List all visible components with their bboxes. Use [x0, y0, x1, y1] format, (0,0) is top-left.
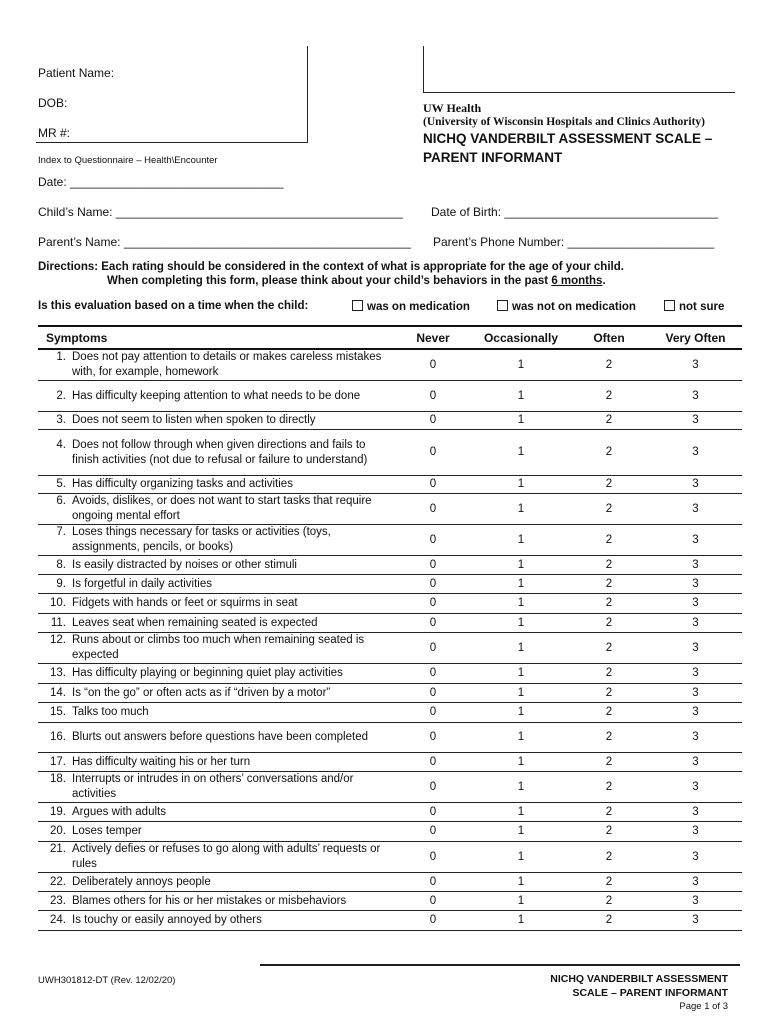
score-occasionally[interactable]: 1	[473, 349, 569, 381]
score-never[interactable]: 0	[393, 803, 473, 822]
index-text: Index to Questionnaire – Health\Encounter	[38, 155, 218, 166]
footer-rule	[260, 964, 740, 966]
directions-line2-end: .	[602, 275, 606, 287]
score-often[interactable]: 2	[569, 575, 649, 594]
score-very-often[interactable]: 3	[649, 575, 742, 594]
score-very-often[interactable]: 3	[649, 803, 742, 822]
score-very-often[interactable]: 3	[649, 594, 742, 614]
score-occasionally[interactable]: 1	[473, 664, 569, 684]
symptom-wrap	[38, 894, 393, 909]
table-row	[38, 892, 742, 911]
symptom-cell	[38, 412, 393, 430]
score-never[interactable]: 0	[393, 664, 473, 684]
score-often[interactable]: 2	[569, 911, 649, 931]
symptom-number: 20.	[50, 825, 66, 837]
symptom-wrap	[38, 525, 393, 555]
table-row	[38, 664, 742, 684]
symptom-number: 10.	[50, 597, 66, 609]
symptom-wrap	[38, 413, 393, 428]
table-row	[38, 525, 742, 556]
score-occasionally[interactable]: 1	[473, 494, 569, 525]
symptom-cell	[38, 349, 393, 381]
symptom-cell	[38, 525, 393, 556]
symptom-text: Talks too much	[72, 706, 149, 718]
form-title-line2: PARENT INFORMANT	[423, 150, 563, 165]
score-occasionally[interactable]: 1	[473, 381, 569, 412]
checkbox-icon[interactable]	[352, 300, 363, 311]
symptom-number: 6.	[56, 495, 66, 507]
symptom-text: Loses temper	[72, 825, 142, 837]
symptom-number: 16.	[50, 731, 66, 743]
score-often[interactable]: 2	[569, 349, 649, 381]
score-often[interactable]: 2	[569, 684, 649, 703]
symptom-cell	[38, 723, 393, 753]
symptom-number: 23.	[50, 894, 66, 907]
symptom-text: Fidgets with hands or feet or squirms in seat	[72, 597, 298, 609]
symptom-number: 2.	[56, 389, 66, 402]
symptom-text: Does not follow through when given directions and fails to finish activities (not due to refusal or failure to understand)	[72, 438, 368, 466]
score-very-often[interactable]: 3	[649, 753, 742, 772]
score-never[interactable]: 0	[393, 412, 473, 430]
directions-emphasis: 6 months	[551, 275, 603, 287]
table-row	[38, 575, 742, 594]
date-field[interactable]: Date: ________________________________	[38, 175, 284, 189]
org-full-name: (University of Wisconsin Hospitals and Clinics Authority)	[423, 116, 706, 128]
score-never[interactable]: 0	[393, 723, 473, 753]
evaluation-question: Is this evaluation based on a time when the child:	[38, 300, 309, 312]
score-very-often[interactable]: 3	[649, 723, 742, 753]
footer-title-line2: SCALE – PARENT INFORMANT	[572, 987, 728, 999]
symptom-text: Does not seem to listen when spoken to directly	[72, 414, 316, 426]
table-header-row	[38, 326, 742, 349]
score-often[interactable]: 2	[569, 723, 649, 753]
table-row	[38, 803, 742, 822]
table-row	[38, 723, 742, 753]
symptom-wrap	[38, 875, 393, 890]
score-very-often[interactable]: 3	[649, 525, 742, 556]
symptom-wrap	[38, 772, 393, 802]
symptom-cell	[38, 494, 393, 525]
symptom-cell	[38, 476, 393, 494]
symptom-number: 1.	[56, 351, 66, 363]
symptom-wrap	[38, 730, 393, 745]
score-very-often[interactable]: 3	[649, 772, 742, 803]
score-often[interactable]: 2	[569, 525, 649, 556]
symptom-number: 11.	[50, 616, 66, 629]
table-row	[38, 703, 742, 723]
score-never[interactable]: 0	[393, 614, 473, 633]
score-occasionally[interactable]: 1	[473, 753, 569, 772]
score-very-often[interactable]: 3	[649, 430, 742, 476]
score-occasionally[interactable]: 1	[473, 556, 569, 575]
score-very-often[interactable]: 3	[649, 822, 742, 842]
symptom-wrap	[38, 558, 393, 573]
checkbox-icon[interactable]	[664, 300, 675, 311]
score-never[interactable]: 0	[393, 703, 473, 723]
score-never[interactable]: 0	[393, 556, 473, 575]
label-box-right-border	[307, 46, 308, 143]
symptom-wrap	[38, 596, 393, 611]
symptom-number: 22.	[50, 875, 66, 888]
symptom-number: 12.	[50, 634, 66, 646]
score-occasionally[interactable]: 1	[473, 822, 569, 842]
symptom-wrap	[38, 755, 393, 770]
score-occasionally[interactable]: 1	[473, 723, 569, 753]
option-not-sure[interactable]	[664, 300, 724, 313]
symptom-wrap	[38, 805, 393, 820]
symptom-wrap	[38, 389, 393, 404]
symptom-text: Does not pay attention to details or makes careless mistakes with, for example, homework	[72, 351, 382, 378]
score-very-often[interactable]: 3	[649, 476, 742, 494]
score-occasionally[interactable]: 1	[473, 614, 569, 633]
score-often[interactable]: 2	[569, 842, 649, 873]
score-occasionally[interactable]: 1	[473, 594, 569, 614]
score-often[interactable]: 2	[569, 412, 649, 430]
directions-line2-text: When completing this form, please think about your child’s behaviors in the past	[107, 275, 552, 287]
score-never[interactable]: 0	[393, 822, 473, 842]
score-often[interactable]: 2	[569, 664, 649, 684]
symptom-wrap	[38, 913, 393, 928]
score-occasionally[interactable]: 1	[473, 684, 569, 703]
symptom-text: Has difficulty playing or beginning quiet play activities	[72, 667, 343, 679]
score-often[interactable]: 2	[569, 556, 649, 575]
symptom-cell	[38, 842, 393, 873]
score-often[interactable]: 2	[569, 476, 649, 494]
symptom-number: 24.	[50, 914, 66, 926]
symptom-text: Leaves seat when remaining seated is expected	[72, 616, 318, 629]
score-occasionally[interactable]: 1	[473, 803, 569, 822]
option-label: was not on medication	[512, 301, 636, 313]
org-box-bottom-border	[423, 92, 735, 93]
score-often[interactable]: 2	[569, 873, 649, 892]
header-very-often: Very Often	[649, 326, 742, 349]
score-often[interactable]: 2	[569, 430, 649, 476]
symptom-text: Is easily distracted by noises or other stimuli	[72, 558, 297, 571]
parent-name-field[interactable]: Parent’s Name: ___________________________________________	[38, 235, 411, 249]
score-never[interactable]: 0	[393, 594, 473, 614]
score-never[interactable]: 0	[393, 892, 473, 911]
symptom-cell	[38, 664, 393, 684]
score-occasionally[interactable]: 1	[473, 703, 569, 723]
symptom-wrap	[38, 686, 393, 701]
score-occasionally[interactable]: 1	[473, 525, 569, 556]
score-often[interactable]: 2	[569, 772, 649, 803]
symptom-cell	[38, 822, 393, 842]
score-often[interactable]: 2	[569, 633, 649, 664]
symptom-text: Deliberately annoys people	[72, 875, 211, 888]
label-box-bottom-border	[36, 142, 308, 143]
symptom-cell	[38, 430, 393, 476]
score-never[interactable]: 0	[393, 753, 473, 772]
table-row	[38, 822, 742, 842]
header-occasionally: Occasionally	[473, 326, 569, 349]
symptom-table	[38, 325, 742, 931]
symptom-wrap	[38, 350, 393, 380]
org-box-left-border	[423, 46, 424, 93]
score-never[interactable]: 0	[393, 430, 473, 476]
score-very-often[interactable]: 3	[649, 703, 742, 723]
directions-line2	[107, 275, 606, 287]
score-never[interactable]: 0	[393, 575, 473, 594]
score-never[interactable]: 0	[393, 633, 473, 664]
parent-phone-field[interactable]: Parent’s Phone Number: ______________________	[433, 235, 715, 249]
score-never[interactable]: 0	[393, 349, 473, 381]
table-row	[38, 873, 742, 892]
symptom-number: 13.	[50, 667, 66, 679]
table-row	[38, 772, 742, 803]
option-on-medication[interactable]	[352, 300, 470, 313]
symptom-wrap	[38, 666, 393, 681]
header-never: Never	[393, 326, 473, 349]
symptom-text: Has difficulty waiting his or her turn	[72, 755, 251, 768]
mr-label: MR #:	[38, 126, 71, 140]
symptom-text: Has difficulty keeping attention to what needs to be done	[72, 389, 361, 402]
score-very-often[interactable]: 3	[649, 494, 742, 525]
score-occasionally[interactable]: 1	[473, 873, 569, 892]
score-occasionally[interactable]: 1	[473, 842, 569, 873]
symptom-number: 7.	[56, 526, 66, 538]
score-very-often[interactable]: 3	[649, 842, 742, 873]
dob-label: DOB:	[38, 96, 68, 110]
symptom-number: 14.	[50, 686, 66, 699]
symptom-wrap	[38, 616, 393, 631]
score-never[interactable]: 0	[393, 911, 473, 931]
score-very-often[interactable]: 3	[649, 911, 742, 931]
symptom-cell	[38, 892, 393, 911]
table-row	[38, 349, 742, 381]
symptom-text: Interrupts or intrudes in on others’ conversations and/or activities	[72, 773, 354, 800]
table-row	[38, 381, 742, 412]
symptom-cell	[38, 911, 393, 931]
score-often[interactable]: 2	[569, 892, 649, 911]
symptom-text: Blames others for his or her mistakes or misbehaviors	[72, 894, 347, 907]
page-number: Page 1 of 3	[679, 1001, 728, 1012]
symptom-text: Runs about or climbs too much when remaining seated is expected	[72, 634, 365, 661]
symptom-text: Has difficulty organizing tasks and activities	[72, 478, 293, 490]
symptom-wrap	[38, 633, 393, 663]
symptom-text: Is forgetful in daily activities	[72, 577, 212, 590]
symptom-cell	[38, 684, 393, 703]
symptom-number: 21.	[50, 843, 66, 855]
score-very-often[interactable]: 3	[649, 614, 742, 633]
score-very-often[interactable]: 3	[649, 381, 742, 412]
symptom-cell	[38, 575, 393, 594]
score-never[interactable]: 0	[393, 684, 473, 703]
directions-line1: Directions: Each rating should be considered in the context of what is appropriate for the age of your child.	[38, 261, 624, 273]
score-very-often[interactable]: 3	[649, 664, 742, 684]
table-row	[38, 430, 742, 476]
symptom-cell	[38, 873, 393, 892]
symptom-number: 18.	[50, 773, 66, 785]
table-row	[38, 753, 742, 772]
symptom-number: 4.	[56, 438, 66, 451]
symptom-cell	[38, 703, 393, 723]
score-never[interactable]: 0	[393, 381, 473, 412]
table-row	[38, 842, 742, 873]
date-of-birth-field[interactable]: Date of Birth: ________________________________	[431, 205, 718, 219]
symptom-wrap	[38, 494, 393, 524]
symptom-wrap	[38, 577, 393, 592]
org-name: UW Health	[423, 101, 482, 115]
score-occasionally[interactable]: 1	[473, 633, 569, 664]
child-name-field[interactable]: Child’s Name: ___________________________________________	[38, 205, 403, 219]
score-often[interactable]: 2	[569, 703, 649, 723]
symptom-cell	[38, 594, 393, 614]
symptom-text: Is “on the go” or often acts as if “driven by a motor”	[72, 686, 331, 699]
score-very-often[interactable]: 3	[649, 684, 742, 703]
table-row	[38, 476, 742, 494]
score-occasionally[interactable]: 1	[473, 430, 569, 476]
symptom-text: Argues with adults	[72, 805, 166, 818]
symptom-number: 9.	[56, 577, 66, 590]
score-very-often[interactable]: 3	[649, 556, 742, 575]
symptom-number: 19.	[50, 805, 66, 818]
score-never[interactable]: 0	[393, 842, 473, 873]
symptom-wrap	[38, 438, 393, 468]
form-code: UWH301812-DT (Rev. 12/02/20)	[38, 975, 176, 986]
symptom-cell	[38, 753, 393, 772]
symptom-wrap	[38, 477, 393, 492]
form-title-line1: NICHQ VANDERBILT ASSESSMENT SCALE –	[423, 131, 713, 146]
score-often[interactable]: 2	[569, 803, 649, 822]
score-never[interactable]: 0	[393, 772, 473, 803]
score-often[interactable]: 2	[569, 381, 649, 412]
score-very-often[interactable]: 3	[649, 412, 742, 430]
symptom-cell	[38, 633, 393, 664]
score-occasionally[interactable]: 1	[473, 412, 569, 430]
symptom-text: Is touchy or easily annoyed by others	[72, 914, 262, 926]
symptom-text: Loses things necessary for tasks or activities (toys, assignments, pencils, or books)	[72, 526, 331, 553]
symptom-wrap	[38, 824, 393, 839]
symptom-cell	[38, 556, 393, 575]
score-never[interactable]: 0	[393, 873, 473, 892]
option-label: not sure	[679, 301, 725, 313]
option-not-on-medication[interactable]	[497, 300, 636, 313]
symptom-wrap	[38, 842, 393, 872]
symptom-text: Avoids, dislikes, or does not want to start tasks that require ongoing mental effort	[72, 495, 372, 522]
score-occasionally[interactable]: 1	[473, 911, 569, 931]
symptom-number: 8.	[56, 558, 66, 571]
symptom-wrap	[38, 705, 393, 720]
option-label: was on medication	[367, 301, 470, 313]
table-row	[38, 556, 742, 575]
symptom-text: Blurts out answers before questions have been completed	[72, 731, 368, 743]
table-row	[38, 911, 742, 931]
symptom-text: Actively defies or refuses to go along with adults’ requests or rules	[72, 843, 381, 870]
score-never[interactable]: 0	[393, 494, 473, 525]
score-very-often[interactable]: 3	[649, 349, 742, 381]
score-occasionally[interactable]: 1	[473, 476, 569, 494]
score-very-often[interactable]: 3	[649, 892, 742, 911]
score-occasionally[interactable]: 1	[473, 892, 569, 911]
table-row	[38, 412, 742, 430]
score-never[interactable]: 0	[393, 476, 473, 494]
score-occasionally[interactable]: 1	[473, 772, 569, 803]
table-row	[38, 684, 742, 703]
symptom-number: 3.	[56, 414, 66, 426]
symptom-cell	[38, 772, 393, 803]
score-often[interactable]: 2	[569, 594, 649, 614]
table-row	[38, 594, 742, 614]
header-symptoms: Symptoms	[38, 326, 393, 349]
score-occasionally[interactable]: 1	[473, 575, 569, 594]
score-often[interactable]: 2	[569, 614, 649, 633]
footer-title-line1: NICHQ VANDERBILT ASSESSMENT	[550, 973, 728, 985]
symptom-cell	[38, 381, 393, 412]
table-row	[38, 494, 742, 525]
score-very-often[interactable]: 3	[649, 873, 742, 892]
symptom-number: 5.	[56, 478, 66, 490]
score-often[interactable]: 2	[569, 494, 649, 525]
score-very-often[interactable]: 3	[649, 633, 742, 664]
table-row	[38, 633, 742, 664]
score-never[interactable]: 0	[393, 525, 473, 556]
header-often: Often	[569, 326, 649, 349]
patient-name-label: Patient Name:	[38, 66, 115, 80]
table-row	[38, 614, 742, 633]
symptom-number: 15.	[50, 706, 66, 718]
score-often[interactable]: 2	[569, 753, 649, 772]
score-often[interactable]: 2	[569, 822, 649, 842]
checkbox-icon[interactable]	[497, 300, 508, 311]
symptom-cell	[38, 614, 393, 633]
symptom-number: 17.	[50, 755, 66, 768]
symptom-cell	[38, 803, 393, 822]
